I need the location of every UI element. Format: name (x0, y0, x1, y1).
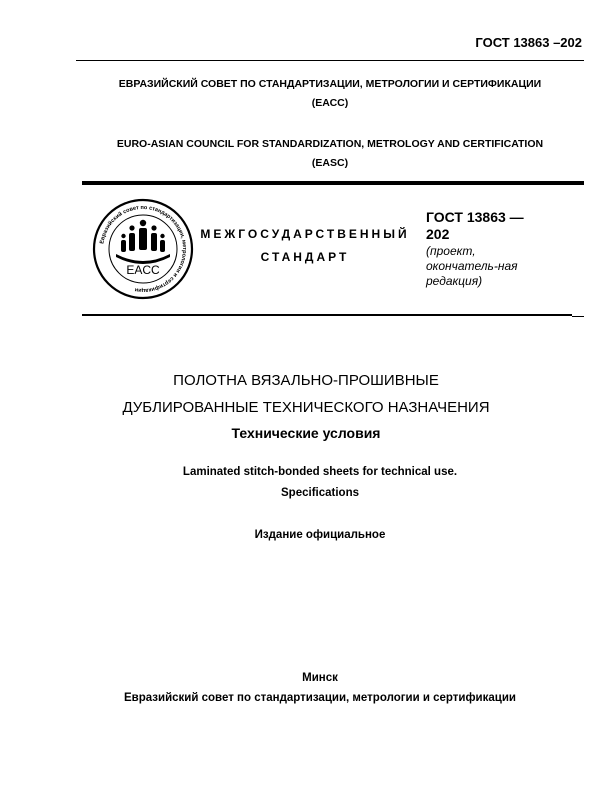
title-ru-line3: Технические условия (231, 425, 381, 441)
standard-year: 202 (426, 226, 450, 242)
council-name-ru: ЕВРАЗИЙСКИЙ СОВЕТ ПО СТАНДАРТИЗАЦИИ, МЕТРОЛОГИИ И СЕРТИФИКАЦИИ (118, 78, 542, 90)
standard-number-block (426, 209, 536, 289)
council-abbr-ru: (ЕАСС) (311, 97, 349, 109)
title-ru-line2: ДУБЛИРОВАННЫЕ ТЕХНИЧЕСКОГО НАЗНАЧЕНИЯ (122, 399, 490, 416)
thick-divider (82, 181, 584, 185)
header-divider (76, 60, 584, 61)
title-ru-line1: ПОЛОТНА ВЯЗАЛЬНО-ПРОШИВНЫЕ (173, 372, 439, 389)
interstate-label: МЕЖГОСУДАРСТВЕННЫЙ (200, 227, 410, 241)
logo-emblem-figures (116, 220, 170, 264)
publisher-name: Евразийский совет по стандартизации, метрологии и сертификации (124, 692, 516, 704)
title-en-line1: Laminated stitch-bonded sheets for technical use. (182, 466, 458, 478)
logo-ring-text: Евразийский совет по стандартизации, метрологии и сертификации (99, 204, 188, 294)
council-name-en: EURO-ASIAN COUNCIL FOR STANDARDIZATION, METROLOGY AND CERTIFICATION (116, 138, 544, 150)
bottom-divider (82, 314, 572, 316)
standard-label: СТАНДАРТ (260, 250, 350, 264)
eacc-logo-seal (92, 198, 194, 300)
logo-center-text: EACC (126, 263, 160, 277)
standard-number: ГОСТ 13863 — (426, 209, 524, 225)
edition-label: Издание официальное (254, 529, 386, 541)
bottom-divider-tail (572, 316, 584, 317)
publication-place: Минск (302, 672, 338, 684)
title-en-line2: Specifications (281, 487, 359, 499)
council-abbr-en: (EASC) (311, 157, 349, 169)
draft-status: (проект, окончатель-ная редакция) (426, 244, 518, 288)
document-code-header: ГОСТ 13863 –202 (475, 35, 582, 50)
